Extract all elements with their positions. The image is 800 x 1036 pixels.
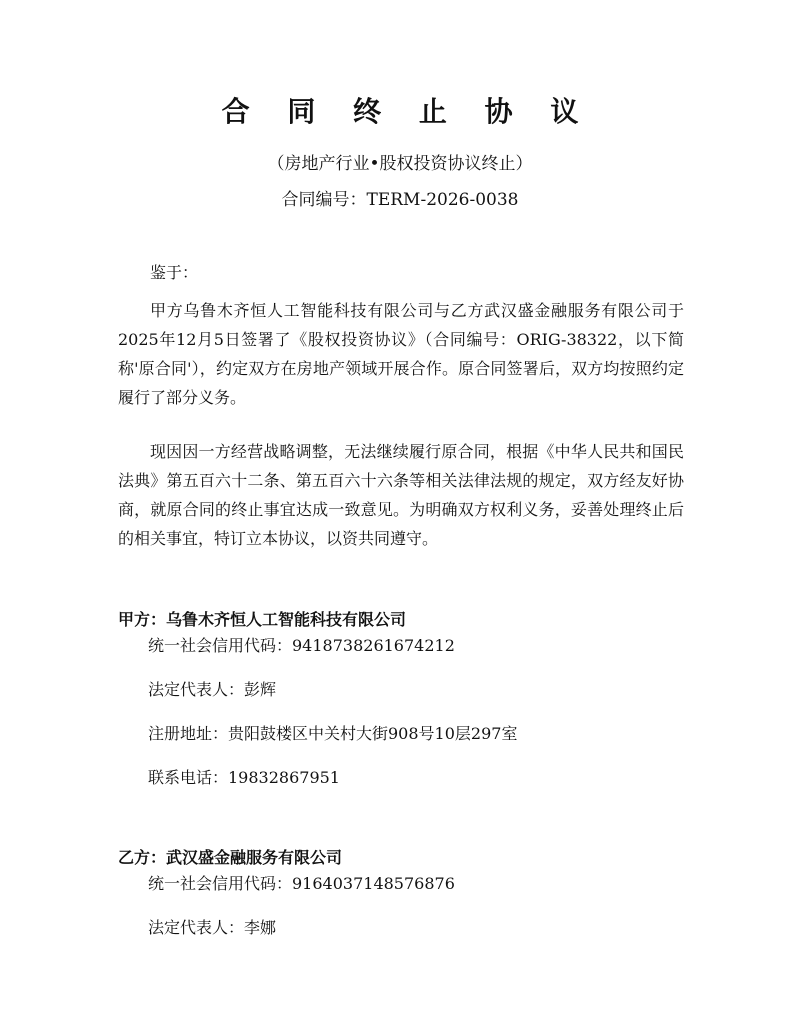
party-a-credit-code: 统一社会信用代码：9418738261674212	[148, 636, 455, 655]
party-a-phone: 联系电话：19832867951	[148, 768, 340, 787]
paragraph-termination-reason	[118, 437, 684, 553]
whereas-text: 鉴于：	[150, 263, 199, 282]
party-b-heading: 乙方：武汉盛金融服务有限公司	[118, 848, 343, 867]
party-a-heading: 甲方：乌鲁木齐恒人工智能科技有限公司	[118, 610, 407, 629]
whereas-heading	[118, 258, 684, 287]
paragraph-background	[118, 296, 684, 412]
contract-number-value: TERM-2026-0038	[366, 190, 519, 210]
contract-number-label: 合同编号：	[281, 190, 367, 210]
document-subtitle: （房地产行业•股权投资协议终止）	[267, 154, 533, 174]
party-a-address: 注册地址：贵阳鼓楼区中关村大街908号10层297室	[148, 724, 518, 743]
document-title: 合 同 终 止 协 议	[221, 95, 593, 128]
paragraph-1-text: 甲方乌鲁木齐恒人工智能科技有限公司与乙方武汉盛金融服务有限公司于2025年12月5日签署了《股权投资协议》（合同编号：ORIG-38322，以下简称'原合同'），约定双方在房地产领域开展合作。原合同签署后，双方均按照约定履行了部分义务。	[118, 301, 684, 407]
party-b-legal-rep: 法定代表人：李娜	[148, 918, 277, 937]
paragraph-2-text: 现因因一方经营战略调整，无法继续履行原合同，根据《中华人民共和国民法典》第五百六十二条、第五百六十六条等相关法律法规的规定，双方经友好协商，就原合同的终止事宜达成一致意见。为明确双方权利义务，妥善处理终止后的相关事宜，特订立本协议，以资共同遵守。	[118, 442, 684, 548]
party-a-legal-rep: 法定代表人：彭辉	[148, 680, 277, 699]
party-b-credit-code: 统一社会信用代码：9164037148576876	[148, 874, 455, 893]
contract-number	[0, 188, 800, 212]
